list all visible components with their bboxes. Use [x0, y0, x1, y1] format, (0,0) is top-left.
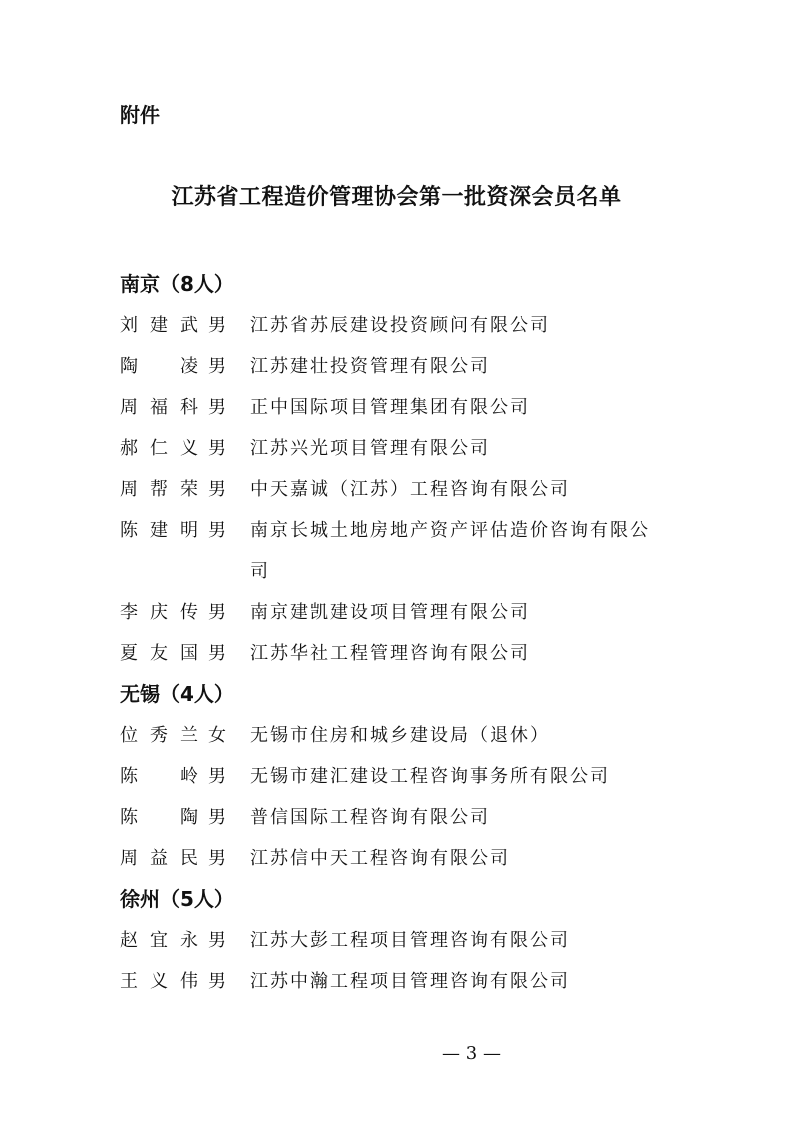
member-organization: 江苏省苏辰建设投资顾问有限公司: [250, 315, 550, 336]
member-row: [120, 961, 680, 1002]
member-row: [120, 510, 680, 592]
member-gender: 男: [208, 315, 226, 336]
member-gender: 男: [208, 766, 226, 787]
member-list: [120, 264, 680, 1002]
member-organization: 江苏建壮投资管理有限公司: [250, 356, 490, 377]
member-organization: 南京长城土地房地产资产评估造价咨询有限公司: [250, 520, 650, 582]
member-gender: 女: [208, 725, 226, 746]
region-heading: 无锡（4人）: [120, 682, 234, 706]
region-heading: 徐州（5人）: [120, 887, 234, 911]
member-name: 陈岭: [120, 766, 198, 787]
member-name: 陈建明: [120, 520, 198, 541]
member-gender: 男: [208, 397, 226, 418]
member-organization: 江苏大彭工程项目管理咨询有限公司: [250, 930, 570, 951]
attachment-label: 附件: [120, 103, 160, 127]
document-title: 江苏省工程造价管理协会第一批资深会员名单: [171, 185, 622, 210]
member-name: 李庆传: [120, 602, 198, 623]
member-gender: 男: [208, 602, 226, 623]
member-gender: 男: [208, 930, 226, 951]
member-row: [120, 797, 680, 838]
member-name: 周福科: [120, 397, 198, 418]
member-name: 周益民: [120, 848, 198, 869]
region-heading: 南京（8人）: [120, 272, 234, 296]
member-organization: 江苏兴光项目管理有限公司: [250, 438, 490, 459]
member-organization: 无锡市建汇建设工程咨询事务所有限公司: [250, 766, 610, 787]
member-row: [120, 305, 680, 346]
member-organization: 无锡市住房和城乡建设局（退休）: [250, 725, 550, 746]
member-name: 刘建武: [120, 315, 198, 336]
member-row: [120, 346, 680, 387]
member-organization: 江苏华社工程管理咨询有限公司: [250, 643, 530, 664]
member-name: 陶凌: [120, 356, 198, 377]
member-name: 王义伟: [120, 971, 198, 992]
member-name: 位秀兰: [120, 725, 198, 746]
member-organization: 普信国际工程咨询有限公司: [250, 807, 490, 828]
member-row: [120, 592, 680, 633]
member-organization: 南京建凯建设项目管理有限公司: [250, 602, 530, 623]
member-organization: 正中国际项目管理集团有限公司: [250, 397, 530, 418]
member-gender: 男: [208, 356, 226, 377]
member-gender: 男: [208, 807, 226, 828]
member-row: [120, 920, 680, 961]
member-gender: 男: [208, 479, 226, 500]
member-row: [120, 387, 680, 428]
member-name: 赵宜永: [120, 930, 198, 951]
member-gender: 男: [208, 438, 226, 459]
member-organization: 江苏信中天工程咨询有限公司: [250, 848, 510, 869]
member-row: [120, 838, 680, 879]
member-gender: 男: [208, 848, 226, 869]
member-gender: 男: [208, 520, 226, 541]
member-name: 夏友国: [120, 643, 198, 664]
member-row: [120, 715, 680, 756]
member-organization: 江苏中瀚工程项目管理咨询有限公司: [250, 971, 570, 992]
member-name: 周帮荣: [120, 479, 198, 500]
page-number: — 3 —: [442, 1043, 501, 1064]
member-gender: 男: [208, 971, 226, 992]
member-row: [120, 756, 680, 797]
member-row: [120, 633, 680, 674]
member-row: [120, 428, 680, 469]
member-name: 郝仁义: [120, 438, 198, 459]
member-name: 陈陶: [120, 807, 198, 828]
member-organization: 中天嘉诚（江苏）工程咨询有限公司: [250, 479, 570, 500]
member-gender: 男: [208, 643, 226, 664]
member-row: [120, 469, 680, 510]
